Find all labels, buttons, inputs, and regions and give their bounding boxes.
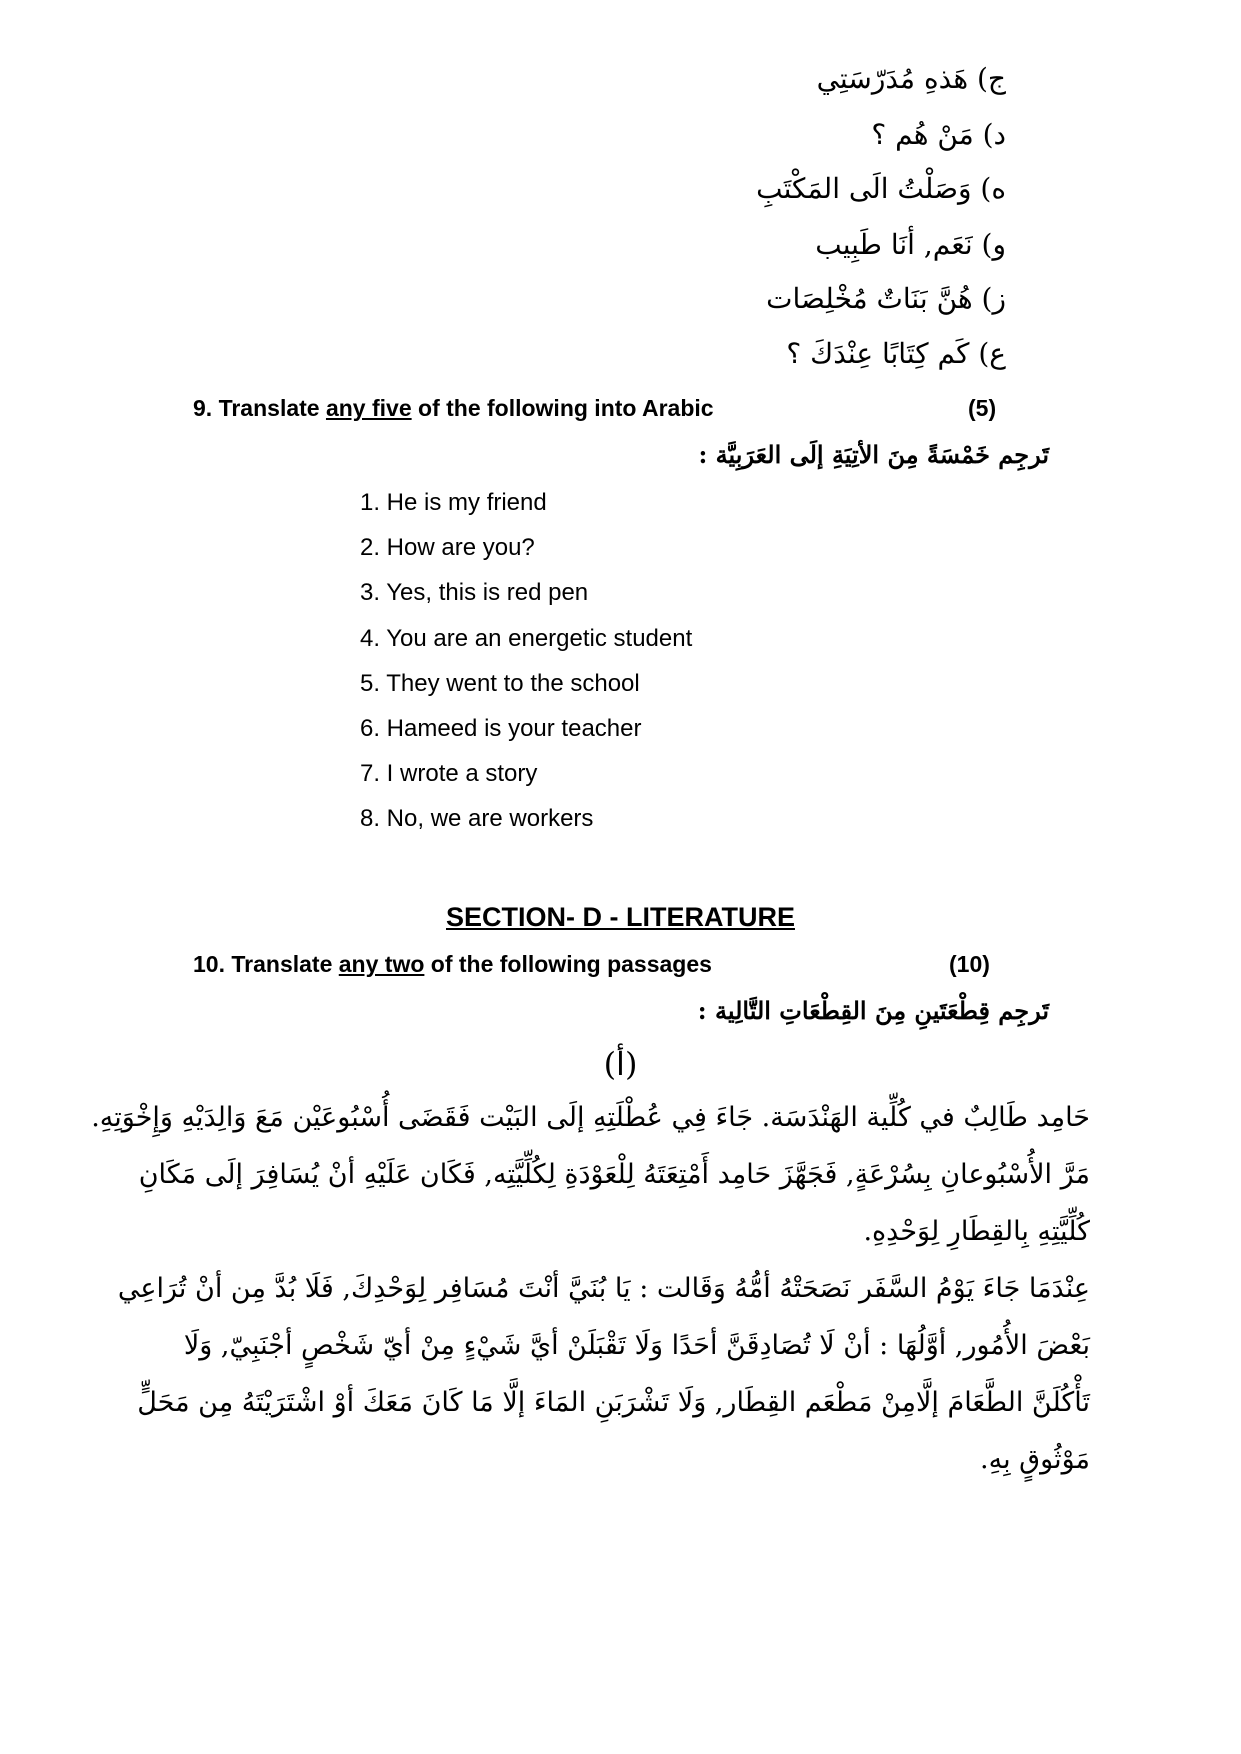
question-9-underlined: any five — [325, 395, 412, 421]
question-9-heading — [193, 395, 714, 422]
sentence-item: 3. Yes, this is red pen — [360, 579, 589, 607]
arabic-item-d: د) مَنْ هُم ؟ — [871, 118, 1006, 151]
question-10-text-post: of the following passages — [424, 951, 712, 977]
question-9-text-pre: Translate — [218, 395, 326, 421]
arabic-item-w: و) نَعَم, أنَا طَبِيب — [815, 228, 1006, 261]
arabic-item-z: ز) هُنَّ بَنَاتٌ مُخْلِصَات — [766, 282, 1006, 315]
question-9-arabic-instruction: تَرجِم خَمْسَةً مِنَ الأتِيَةِ إلَى العَرَبِيَّة : — [698, 440, 1049, 469]
passage-line: عِنْدَمَا جَاءَ يَوْمُ السَّفَر نَصَحَتْهُ أمُّهُ وَقَالت : يَا بُنَيَّ أنْتَ مُسَافِر لِوَحْدِكَ, فَلَا بُدَّ مِن أنْ تُرَاعِي — [117, 1273, 1090, 1304]
question-10-heading — [193, 951, 712, 978]
question-10-arabic-instruction: تَرجِم قِطْعَتَينِ مِنَ القِطْعَاتِ التَّالِية : — [697, 996, 1049, 1025]
arabic-item-h: ه) وَصَلْتُ الَى المَكْتَبِ — [756, 172, 1006, 205]
passage-line: حَامِد طَالِبٌ في كُلِّية الهَنْدَسَة. جَاءَ فِي عُطْلَتِهِ إلَى البَيْت فَقَضَى أُسْبُوعَيْن مَعَ وَالِدَيْهِ وَإِخْوَتِهِ. — [91, 1102, 1090, 1133]
sentence-item: 4. You are an energetic student — [360, 624, 693, 652]
passage-label: (أ) — [603, 1045, 638, 1083]
passage-line: تَأْكُلَنَّ الطَّعَامَ إلَّامِنْ مَطْعَم القِطَار, وَلَا تَشْرَبَنِ المَاءَ إلَّا مَا كَانَ مَعَكَ أوْ اشْتَرَيْتَهُ مِن مَحَلٍّ — [137, 1387, 1090, 1418]
arabic-item-j: ج) هَذهِ مُدَرّسَتِي — [816, 62, 1006, 95]
question-10-text-pre: Translate — [231, 951, 339, 977]
passage-line: مَوْثُوقٍ بِهِ. — [980, 1444, 1090, 1475]
question-10-marks: (10) — [949, 951, 990, 977]
sentence-item: 8. No, we are workers — [360, 805, 594, 833]
section-title — [0, 902, 1241, 933]
sentence-item: 5. They went to the school — [360, 669, 640, 697]
sentence-item: 2. How are you? — [360, 534, 535, 562]
sentence-item: 7. I wrote a story — [360, 760, 538, 788]
sentence-item: 6. Hameed is your teacher — [360, 714, 642, 742]
question-9-number: 9. — [193, 395, 213, 421]
passage-line: بَعْضَ الأُمُور, أوَّلُهَا : أنْ لَا تُصَادِقَنَّ أحَدًا وَلَا تَقْبَلَنْ أيَّ شَيْءٍ مِنْ أيّ شَخْصٍ أجْنَبِيّ, وَلَا — [183, 1330, 1090, 1361]
question-9-marks: (5) — [968, 395, 997, 421]
question-9-sentence-list — [360, 488, 692, 850]
question-10-underlined: any two — [338, 951, 425, 977]
section-title-text: SECTION- D - LITERATURE — [446, 902, 795, 932]
passage-line: مَرَّ الأُسْبُوعانِ بِسُرْعَةٍ, فَجَهَّزَ حَامِد أَمْتِعَتَهُ لِلْعَوْدَةِ لِكُلِّيَّتِه, فَكَان عَلَيْهِ أنْ يُسَافِرَ إلَى مَكَانِ — [138, 1159, 1090, 1190]
question-9-text-post: of the following into Arabic — [411, 395, 714, 421]
arabic-item-ayn: ع) كَم كِتَابًا عِنْدَكَ ؟ — [786, 337, 1006, 370]
question-10-number: 10. — [193, 951, 225, 977]
passage-line: كُلِّيَّتِهِ بِالقِطَارِ لِوَحْدِهِ. — [863, 1216, 1090, 1247]
sentence-item: 1. He is my friend — [360, 489, 547, 516]
